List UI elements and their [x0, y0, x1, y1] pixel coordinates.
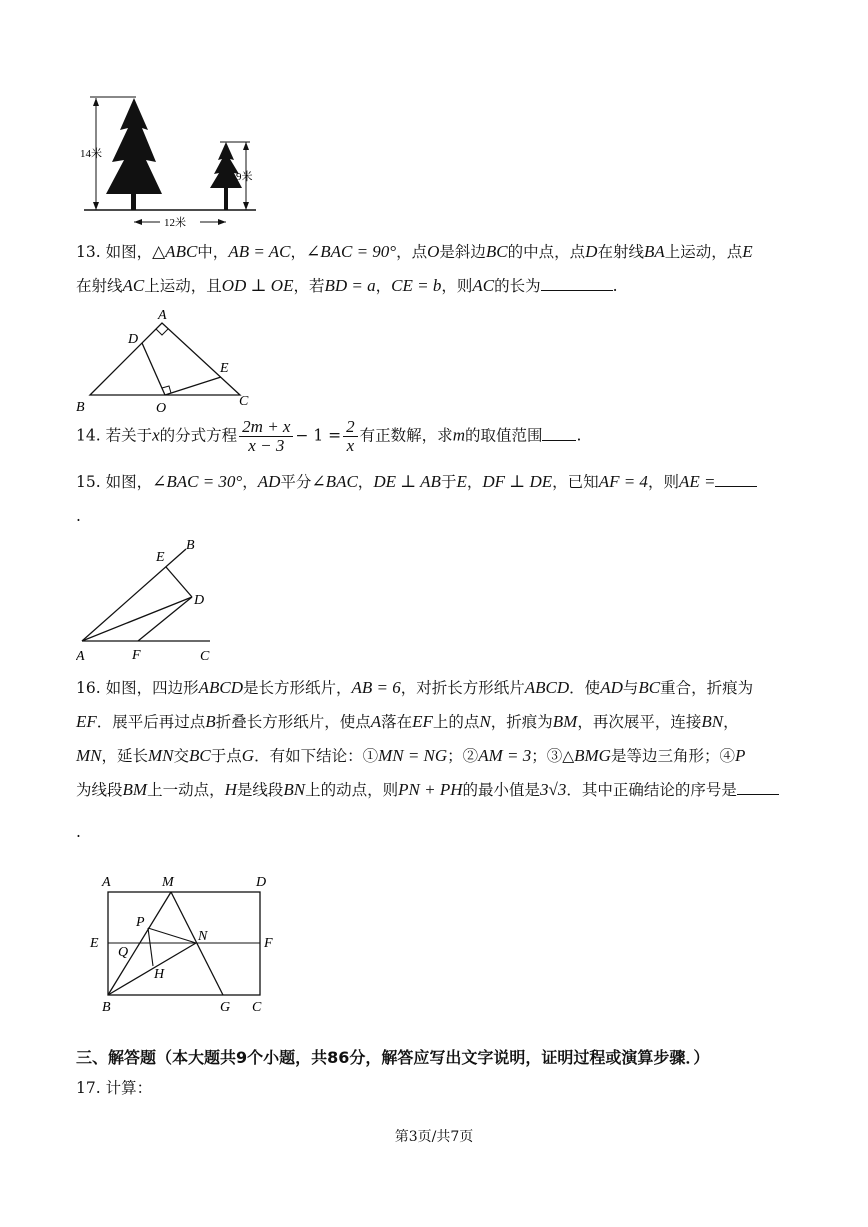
point-label-e: E — [220, 361, 229, 376]
math: MN = NG — [378, 746, 448, 765]
text: ， — [375, 277, 392, 295]
text: 中， — [197, 243, 229, 261]
answer-blank[interactable] — [541, 276, 613, 291]
denominator: x − 3 — [248, 436, 285, 455]
text: 的取值范围 — [464, 426, 543, 445]
math: DF ⊥ DE — [482, 472, 553, 491]
point-label-d: D — [194, 593, 205, 608]
text: . — [612, 277, 618, 295]
math: ABCD — [198, 678, 243, 697]
text: 是长方形纸片， — [243, 679, 352, 697]
math: BMG — [574, 746, 611, 765]
q16-end: . — [76, 823, 81, 841]
text: 交 — [173, 747, 190, 765]
math: BA — [643, 242, 665, 261]
text: ．展平后再过点 — [96, 713, 206, 731]
numerator: 2m + x — [239, 418, 293, 437]
math: ABCD — [524, 678, 570, 697]
text: ，对折长方形纸片 — [400, 679, 525, 697]
answer-blank[interactable] — [715, 472, 757, 487]
small-tree-height-label: 9米 — [236, 171, 253, 183]
math: E — [456, 472, 467, 491]
point-label-p: P — [136, 915, 145, 930]
text: ， — [723, 713, 739, 731]
point-label-m: M — [162, 875, 174, 890]
math: BM — [552, 712, 578, 731]
math: H — [224, 780, 237, 799]
math: AB = 6 — [351, 678, 401, 697]
math: N — [479, 712, 491, 731]
point-label-a: A — [102, 875, 111, 890]
math: AD — [600, 678, 623, 697]
point-label-o: O — [156, 401, 167, 415]
distance-label: 12米 — [164, 217, 186, 229]
text: 上的动点，则 — [305, 781, 399, 799]
text: ，已知 — [552, 473, 599, 491]
point-label-f: F — [264, 936, 273, 951]
question-number: 16. — [76, 679, 101, 697]
point-label-b: B — [186, 538, 195, 553]
text: 上运动，且 — [144, 277, 222, 295]
text: ，延长 — [101, 747, 149, 765]
point-label-a: A — [158, 308, 167, 323]
math: EF — [76, 712, 97, 731]
math: P — [734, 746, 746, 765]
text: 在射线 — [597, 243, 644, 261]
text: ；③△ — [531, 747, 575, 765]
text: 上的点 — [432, 713, 480, 731]
point-label-f: F — [132, 648, 141, 663]
math: ∠BAC = 90° — [305, 242, 397, 261]
text: 折叠长方形纸片，使点 — [215, 713, 371, 731]
text: ， — [466, 473, 483, 491]
text: ， — [290, 243, 306, 261]
math: E — [742, 242, 753, 261]
denominator: x — [346, 436, 355, 455]
point-label-d: D — [128, 332, 139, 347]
answer-blank[interactable] — [737, 780, 779, 795]
text: 上运动，点 — [664, 243, 743, 261]
text: 为线段 — [76, 781, 123, 799]
text: ， — [357, 473, 374, 491]
text: ，点 — [396, 243, 428, 261]
math: AF = 4 — [598, 472, 648, 491]
math: x — [152, 425, 160, 445]
text: 与 — [622, 679, 639, 697]
q17-line — [76, 1078, 152, 1098]
q13-triangle-figure — [76, 305, 276, 415]
text: 若关于 — [105, 426, 153, 445]
question-number: 14. — [76, 426, 101, 445]
text: ．其中正确结论的序号是 — [566, 781, 737, 799]
math: AE = — [678, 472, 716, 491]
point-label-d: D — [256, 875, 267, 890]
numerator: 2 — [343, 418, 358, 437]
answer-blank[interactable] — [542, 426, 576, 441]
text: 的中点，点 — [507, 243, 586, 261]
text: 重合，折痕为 — [660, 679, 754, 697]
q13-line2 — [76, 276, 618, 296]
text: ．使 — [569, 679, 601, 697]
math: OD ⊥ OE — [221, 276, 294, 295]
text: 是斜边 — [439, 243, 486, 261]
text: 落在 — [381, 713, 413, 731]
math: B — [205, 712, 216, 731]
big-tree-icon — [106, 98, 162, 210]
math: BC — [485, 242, 508, 261]
point-label-q: Q — [118, 945, 129, 960]
text: ，折痕为 — [490, 713, 553, 731]
fraction — [343, 418, 358, 455]
text: 于点 — [210, 747, 242, 765]
point-label-g: G — [220, 1000, 231, 1015]
point-label-n: N — [198, 929, 208, 944]
math: PN + PH — [398, 780, 463, 799]
math: ∠BAC = 30° — [152, 472, 243, 491]
math: m — [452, 425, 465, 445]
point-label-c: C — [239, 394, 249, 409]
point-label-e: E — [90, 936, 99, 951]
tree-height-figure — [76, 90, 276, 235]
q16-line3 — [76, 746, 745, 766]
math: O — [427, 242, 440, 261]
math: MN — [148, 746, 174, 765]
math: A — [370, 712, 382, 731]
text: 的长为 — [494, 277, 541, 295]
text: 上一动点， — [147, 781, 225, 799]
text: ，若 — [293, 277, 325, 295]
point-label-a: A — [76, 649, 85, 664]
math: BD = a — [324, 276, 376, 295]
section-heading: 三、解答题（本大题共9个小题，共86分，解答应写出文字说明，证明过程或演算步骤．） — [76, 1048, 710, 1067]
text: 的最小值是 — [462, 781, 540, 799]
text: ．有如下结论：① — [254, 747, 379, 765]
text: 有正数解，求 — [359, 426, 453, 445]
point-label-b: B — [76, 400, 85, 415]
q15-line — [76, 472, 757, 492]
math: − 1 = — [295, 426, 342, 445]
math: CE = b — [391, 276, 442, 295]
q16-rectangle-figure — [84, 866, 284, 1016]
text: 计算： — [105, 1079, 153, 1097]
text: ，则 — [441, 277, 473, 295]
text: 如图， — [105, 473, 153, 491]
question-number: 15. — [76, 473, 101, 491]
q15-end: . — [76, 507, 81, 525]
math: BN — [283, 780, 306, 799]
text: 如图， — [105, 243, 153, 261]
math: AD — [257, 472, 281, 491]
q16-line2 — [76, 712, 739, 732]
text: 在射线 — [76, 277, 123, 295]
q15-angle-figure — [76, 535, 226, 665]
math: D — [585, 242, 598, 261]
text: . — [576, 426, 582, 445]
math: AM = 3 — [478, 746, 532, 765]
point-label-e: E — [156, 550, 165, 565]
text: 的分式方程 — [159, 426, 238, 445]
text: ， — [242, 473, 258, 491]
text: 平分 — [280, 473, 312, 491]
text: 如图，四边形 — [105, 679, 199, 697]
math: △ABC — [152, 242, 198, 261]
math: ∠BAC — [311, 472, 358, 491]
q16-line4 — [76, 780, 779, 800]
point-label-b: B — [102, 1000, 111, 1015]
math: EF — [412, 712, 433, 731]
math: BN — [701, 712, 724, 731]
point-label-c: C — [200, 649, 210, 664]
math: 3√3 — [540, 780, 567, 799]
math: AC — [122, 276, 145, 295]
text: ；② — [447, 747, 479, 765]
math: BC — [638, 678, 661, 697]
big-tree-height-label: 14米 — [80, 148, 102, 160]
question-number: 17. — [76, 1079, 101, 1097]
text: 是等边三角形；④ — [610, 747, 735, 765]
page-footer: 第3页/共7页 — [394, 1129, 474, 1145]
math: AC — [472, 276, 495, 295]
math: BM — [122, 780, 148, 799]
text: ，则 — [647, 473, 679, 491]
fraction — [239, 418, 293, 455]
text: 是线段 — [236, 781, 284, 799]
q14-line — [76, 418, 581, 455]
point-label-h: H — [154, 967, 165, 982]
math: AB = AC — [228, 242, 291, 261]
text: 于 — [440, 473, 457, 491]
text: ，再次展平，连接 — [577, 713, 702, 731]
math: BC — [189, 746, 211, 765]
math: MN — [76, 746, 102, 765]
math: DE ⊥ AB — [373, 472, 441, 491]
math: G — [241, 746, 255, 765]
point-label-c: C — [252, 1000, 262, 1015]
question-number: 13. — [76, 243, 101, 261]
q13-line1 — [76, 242, 753, 262]
q16-line1 — [76, 678, 753, 698]
